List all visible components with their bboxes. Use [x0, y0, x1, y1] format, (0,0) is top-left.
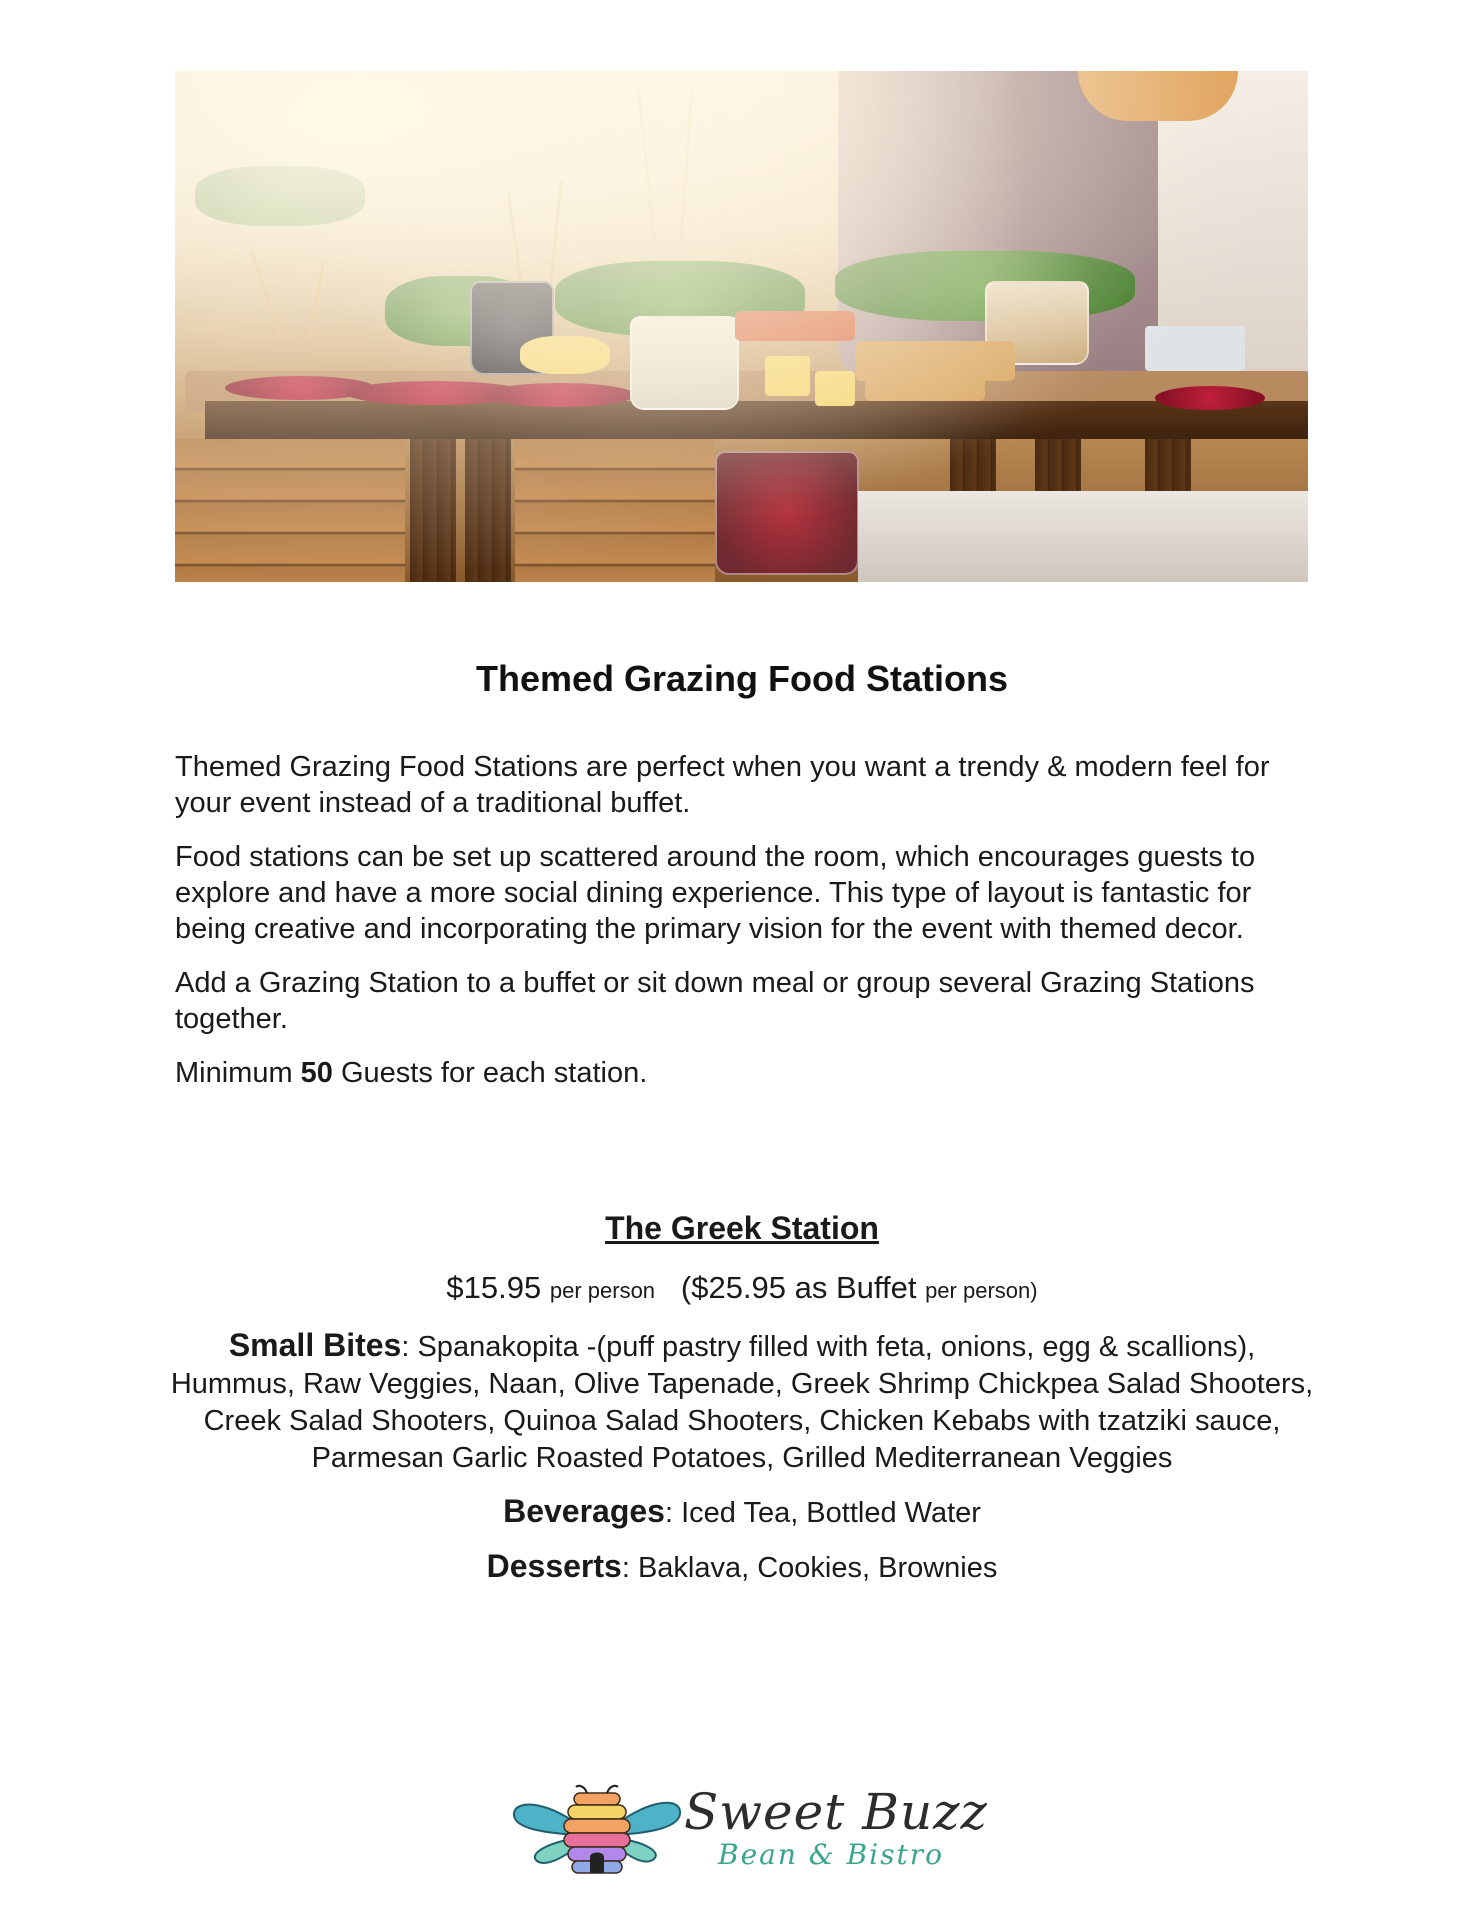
greek-station: [170, 1206, 1314, 1587]
light-haze: [175, 71, 1308, 582]
beverages-label: Beverages: [503, 1493, 665, 1529]
desserts-sep: :: [621, 1552, 638, 1584]
page-title: Themed Grazing Food Stations: [475, 658, 1009, 699]
intro-paragraph: Add a Grazing Station to a buffet or sit down meal or group several Grazing Stations together.: [175, 967, 1255, 1035]
beverages-items: Iced Tea, Bottled Water: [681, 1497, 981, 1529]
small-bites-items: Spanakopita -(puff pastry filled with feta, onions, egg & scallions), Hummus, Raw Veggies, Naan, Olive Tapenade, Greek Shrimp Chickpea Salad Shooters, Creek Salad Shooters, Quinoa Salad Shooters, Chicken Kebabs with tzatziki sauce, Parmesan Garlic Roasted Potatoes, Grilled Mediterranean Veggies: [170, 1331, 1314, 1474]
buffet-price: ($25.95 as Buffet: [680, 1270, 917, 1305]
desserts: [170, 1548, 1314, 1587]
station-price: $15.95: [446, 1270, 542, 1305]
price-line: [170, 1268, 1314, 1311]
small-bites: [170, 1327, 1314, 1477]
sweet-buzz-logo: [512, 1783, 988, 1878]
logo-subtitle: Bean & Bistro: [718, 1838, 944, 1871]
minimum-count: 50: [300, 1057, 333, 1089]
minimum-prefix: Minimum: [175, 1057, 301, 1089]
desserts-label: Desserts: [486, 1548, 622, 1584]
intro-paragraph: Food stations can be set up scattered around the room, which encourages guests to explore and have a more social dining experience. This type of layout is fantastic for being creative and incorporating the primary vision for the event with themed decor.: [175, 841, 1256, 945]
small-bites-label: Small Bites: [228, 1327, 402, 1363]
minimum-guests: [175, 1055, 1315, 1091]
beverages-sep: :: [664, 1497, 682, 1529]
logo-name: Sweet Buzz: [684, 1783, 988, 1841]
hero-image: [175, 71, 1308, 582]
small-bites-sep: :: [401, 1331, 418, 1363]
beehive-bee-icon: [512, 1783, 682, 1878]
intro-section: [175, 749, 1315, 1109]
intro-paragraph: Themed Grazing Food Stations are perfect when you want a trendy & modern feel for your event instead of a traditional buffet.: [175, 751, 1270, 819]
buffet-unit: per person): [925, 1278, 1038, 1303]
price-unit: per person: [549, 1278, 656, 1303]
desserts-items: Baklava, Cookies, Brownies: [637, 1552, 998, 1584]
beverages: [170, 1493, 1314, 1532]
minimum-suffix: Guests for each station.: [332, 1057, 648, 1089]
station-title: The Greek Station: [605, 1210, 879, 1246]
